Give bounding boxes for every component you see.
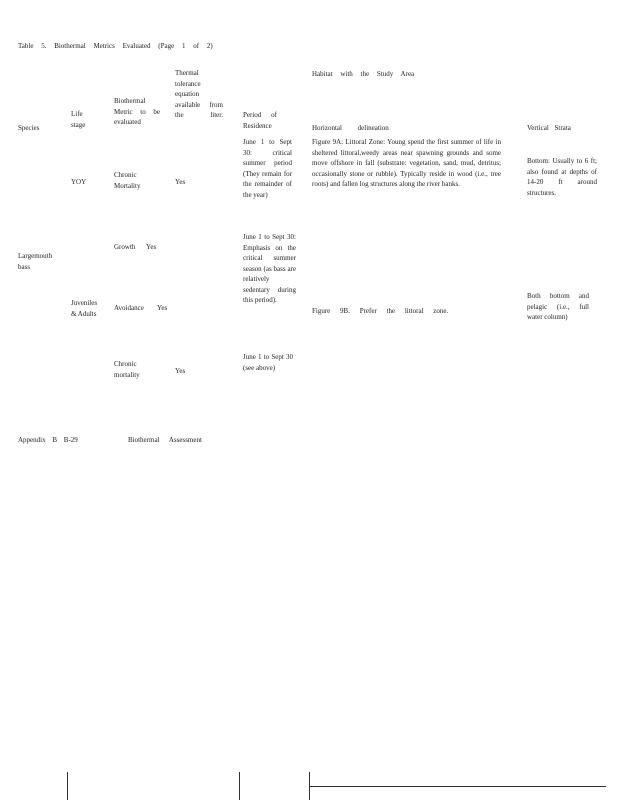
adults-life-stage: Juveniles & Adults (71, 299, 98, 318)
divider (67, 772, 68, 800)
adults-period-2: June 1 to Sept 30 (see above) (243, 353, 293, 372)
footer-appendix: Appendix B B-29 (18, 436, 78, 444)
adults-growth-metric: Growth (114, 243, 136, 251)
header-period: Period of Residence (243, 111, 277, 130)
divider (309, 786, 606, 787)
yoy-life-stage: YOY (71, 178, 87, 186)
adults-vertical: Both bottom and pelagic (i.e., full water column) (527, 292, 589, 321)
adults-chronic-tolerance: Yes (175, 367, 186, 375)
adults-horizontal: Figure 9B. Prefer the littoral zone. (312, 307, 449, 315)
adults-growth-tolerance: Yes (146, 243, 157, 251)
adults-period-1: June 1 to Sept 30: Emphasis on the critical summer season (as bass are relatively sedentary during this period). (243, 233, 296, 304)
header-life-stage: Life stage (71, 110, 86, 129)
yoy-tolerance: Yes (175, 178, 186, 186)
header-tolerance: Thermal tolerance equation available from the liter. (175, 69, 223, 119)
yoy-vertical: Bottom: Usually to 6 ft; also found at depths of 14-20 ft around structures. (527, 157, 597, 197)
adults-avoidance-tolerance: Yes (157, 304, 168, 312)
divider (239, 772, 240, 800)
yoy-period: June 1 to Sept 30: critical summer period (They remain for the remainder of the year) (243, 138, 292, 199)
header-metric: Biothermal Metric to be evaluated (114, 97, 160, 126)
header-habitat-group: Habitat with the Study Area (312, 70, 415, 78)
species-name: Largemouth bass (18, 252, 53, 271)
header-vertical: Vertical Strata (527, 124, 571, 132)
footer-title: Biothermal Assessment (128, 436, 202, 444)
table-caption: Table 5. Biothermal Metrics Evaluated (Page 1 of 2) (18, 42, 213, 50)
adults-avoidance-metric: Avoidance (114, 304, 144, 312)
header-horizontal: Horizontal delineation (312, 124, 389, 132)
yoy-metric: Chronic Mortality (114, 171, 141, 190)
header-species: Species (18, 124, 40, 132)
yoy-horizontal: Figure 9A: Littoral Zone: Young spend the first summer of life in sheltered littoral,weedy areas near spawning grounds and some move offshore in fall (substrate: vegetation, sand, mud, detritus; occasionally stone or rubble). Typically reside in wood (i.e., tree roots) and fallen log structures along the river banks. (312, 138, 501, 188)
adults-chronic-metric: Chronic mortality (114, 360, 140, 379)
